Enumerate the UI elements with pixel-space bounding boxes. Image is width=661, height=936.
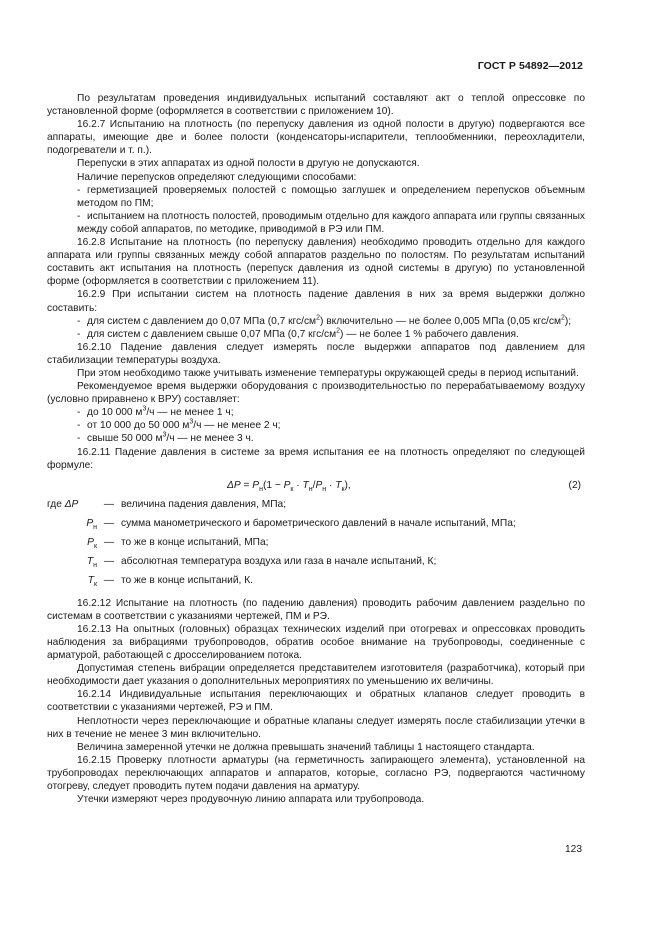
definition-row: $P_к$ — то же в конце испытаний, МПа; [87, 536, 269, 550]
document-body [47, 92, 585, 806]
list-marker: - [77, 184, 81, 196]
paragraph: 16.2.14 Индивидуальные испытания переключающих и обратных клапанов следует проводить в соответствии с указаниями чертежей, РЭ и ПМ. [47, 689, 585, 714]
paragraph: 16.2.7 Испытанию на плотность (по перепуску давления из одной полости в другую) подвергаются все аппараты, имеющие две и более полости (конденсаторы-испарители, теплообменники, переохладители, подогреватели и т. п.). [47, 119, 585, 157]
list-marker: - [77, 407, 81, 419]
formula-definitions [47, 498, 585, 593]
definition-row: где ΔP — величина падения давления, МПа; [47, 498, 287, 510]
paragraph: 16.2.11 Падение давления в системе за время испытания ее на плотность определяют по следующей формуле: [47, 446, 585, 471]
definition-row: $T_н$ — абсолютная температура воздуха или газа в начале испытаний, К; [86, 555, 437, 569]
paragraph: 16.2.8 Испытание на плотность (по перепуску давления) необходимо проводить отдельно для каждого аппарата или группы связанных между собой аппаратов раздельно по полостям. По результатам испытаний составить акт испытания на плотность (перепуск давления из одной системы в другую) по установленной форме (оформляется в соответствии с приложением 11). [47, 237, 585, 288]
paragraph: При этом необходимо также учитывать изменение температуры окружающей среды в период испытаний. [77, 367, 579, 379]
definition-row: $P_н$ — сумма манометрического и барометрического давлений в начале испытаний, МПа; [86, 517, 516, 531]
standard-designation: ГОСТ Р 54892—2012 [477, 60, 583, 72]
list-marker: - [77, 420, 81, 432]
list-marker: - [77, 315, 81, 327]
list-item: - испытанием на плотность полостей, проводимым отдельно для каждого аппарата или группы связанных между собой аппаратов, по методике, приводимой в РЭ или ПМ. [77, 210, 585, 235]
paragraph: 16.2.9 При испытании систем на плотность падение давления в них за время выдержки должно составить: [47, 289, 585, 314]
paragraph: Утечки измеряют через продувочную линию аппарата или трубопровода. [77, 794, 425, 806]
list-item: - свыше 50 000 $м^3/ч$ — не менее 3 ч. [77, 432, 254, 445]
paragraph: Неплотности через переключающие и обратные клапаны следует измерять после стабилизации утечки в них в течение не менее 3 мин включительно. [47, 715, 585, 740]
paragraph: 16.2.10 Падение давления следует измерять после выдержки аппаратов под давлением для стабилизации температуры воздуха. [47, 341, 585, 366]
paragraph: 16.2.12 Испытание на плотность (по падению давления) проводить рабочим давлением раздельно по системам в соответствии с указаниями чертежей, ПМ и РЭ. [47, 597, 585, 622]
list-item: - до 10 000 $м^3/ч$ — не менее 1 ч; [77, 405, 234, 419]
paragraph: Величина замеренной утечки не должна превышать значений таблицы 1 настоящего стандарта. [77, 741, 535, 753]
paragraph: 16.2.15 Проверку плотности арматуры (на герметичность запирающего элемента), установленной на трубопроводах переключающих аппаратов и аппаратов, которые, согласно РЭ, подвергаются частичному отогреву, следует проводить путем подачи давления на арматуру. [47, 754, 585, 793]
list-marker: - [77, 210, 81, 222]
list-item: - от 10 000 до 50 000 $м^3/ч$ — не менее 2 ч; [77, 418, 281, 432]
list-item: - для систем с давлением до 0,07 МПа (0,7 кгс/$см^2$) включительно — не более 0,005 МПа (0,05 кгс/$см^2$); [77, 314, 572, 327]
paragraph: Наличие перепусков определяют следующими способами: [77, 171, 357, 183]
page-number: 123 [565, 844, 582, 855]
definition-row: $T_к$ — то же в конце испытаний, К. [87, 574, 253, 588]
list-marker: - [77, 433, 81, 445]
list-item: - для систем с давлением свыше 0,07 МПа (0,7 кгс/$см^2$) — не более 1 % рабочего давления. [77, 327, 519, 340]
paragraph: Допустимая степень вибрации определяется представителем изготовителя (разработчика), который при необходимости дает указания о дополнительных мероприятиях по уменьшению их величины. [47, 663, 585, 688]
formula-expression: $\Delta P = P_н(1 - P_к \cdot T_н/P_н \cdot T_к)$, [227, 479, 351, 493]
paragraph: Перепуски в этих аппаратах из одной полости в другую не допускаются. [77, 158, 420, 170]
list-marker: - [77, 328, 81, 340]
paragraph: 16.2.13 На опытных (головных) образцах технических изделий при отогревах и опрессовках проводить наблюдения за вибрациями трубопроводов, обратив особое внимание на трубопроводы, соединенные с арматурой, работающей с дросселированием потока. [47, 623, 585, 662]
paragraph: По результатам проведения индивидуальных испытаний составляют акт о теплой опрессовке по установленной форме (оформляется в соответствии с приложением 10). [47, 93, 585, 118]
paragraph: Рекомендуемое время выдержки оборудования с производительностью по перерабатываемому воздуху (условно приравнено к ВРУ) составляет: [47, 381, 585, 406]
formula-2 [47, 476, 585, 496]
formula-number: (2) [568, 479, 581, 491]
list-item: - герметизацией проверяемых полостей с помощью заглушек и определением перепусков объемным методом по ПМ; [77, 184, 585, 209]
